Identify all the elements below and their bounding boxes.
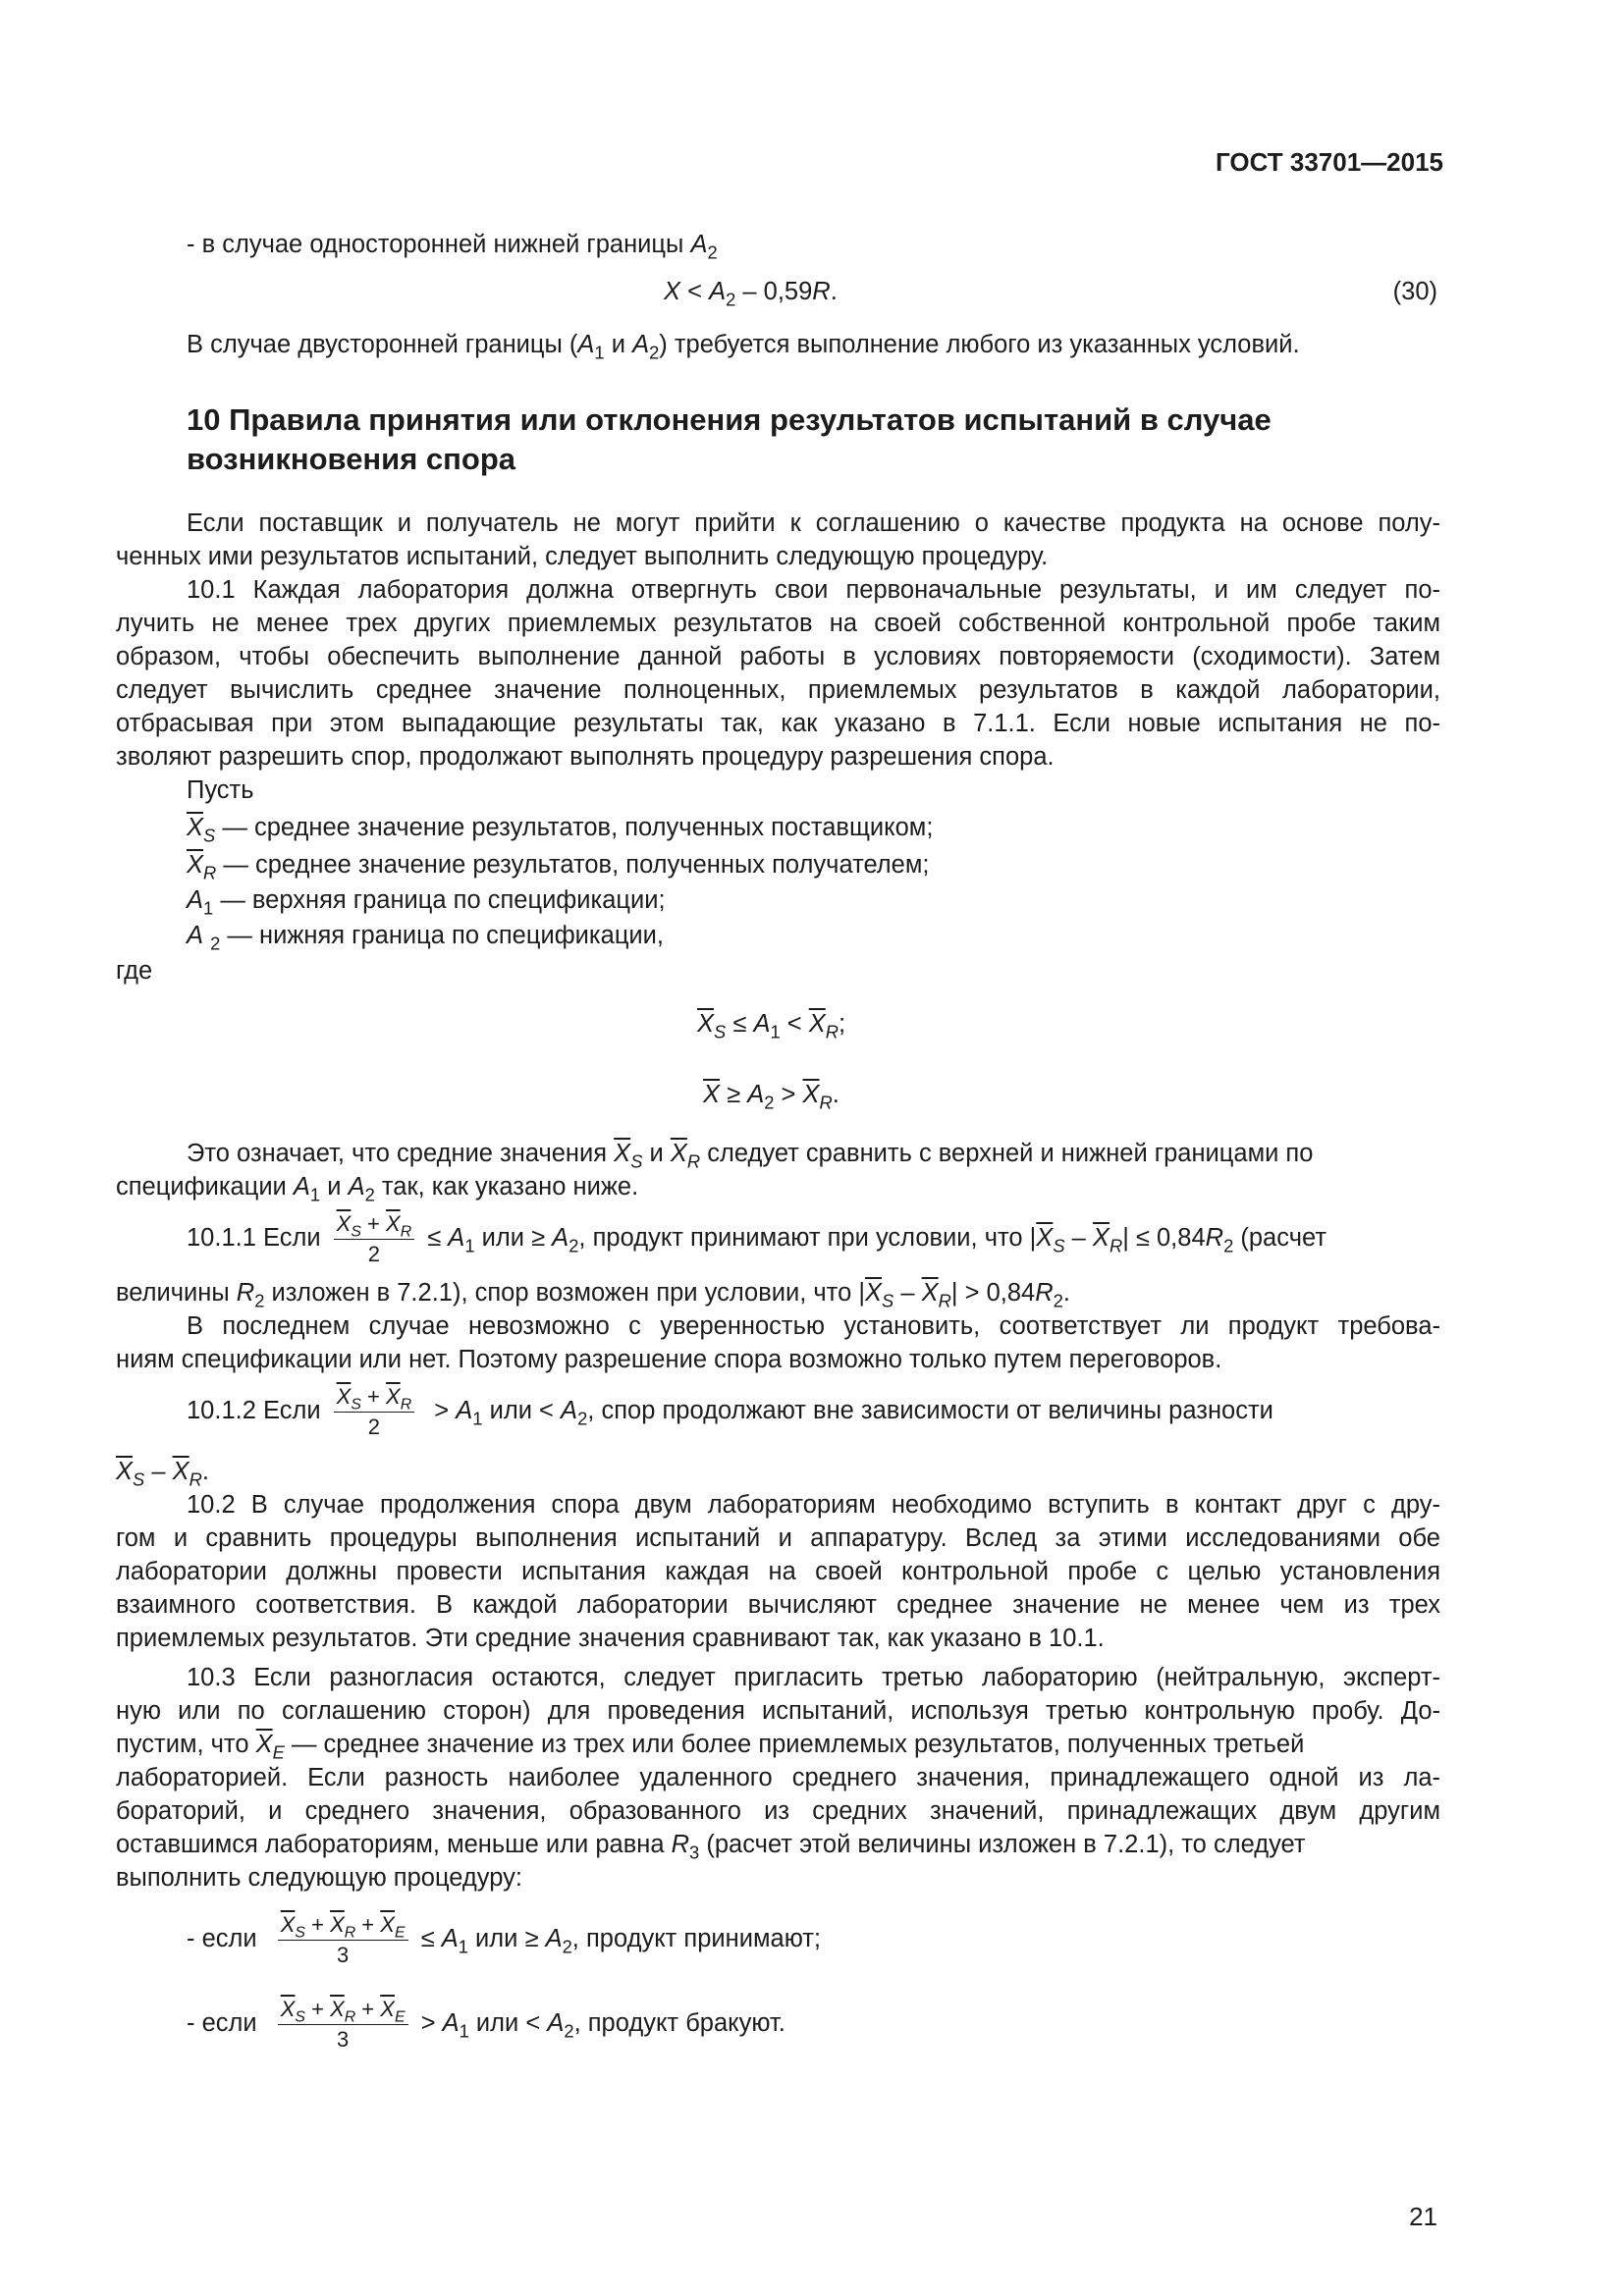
paragraph-line: пустим, что $\overline{X}_E$ — среднее значение из трех или более приемлемых результатов, полученных третьей (116, 1731, 1305, 1763)
definition-xs: $\overline{X}_S$ — среднее значение результатов, полученных поставщиком; (187, 814, 934, 846)
difference-expression: $\overline{X}_S - \overline{X}_R$. (116, 1458, 209, 1490)
paragraph-line: образом, чтобы обеспечить выполнение данной работы в условиях повторяемости (сходимости). Затем (116, 643, 1440, 670)
section-title: возникновения спора (187, 442, 515, 476)
fraction-mean-2: $\frac{\overline{X}_S + \overline{X}_R}{2}$ (334, 1213, 414, 1265)
reject-rule: - если $\frac{\overline{X}_S + \overline{X}_R + \overline{X}_E}{3}$ > $A_1$ или < $A_2$, продукт бракуют. (187, 1997, 785, 2052)
text-line: - в случае односторонней нижней границы $A_2$ (187, 231, 718, 263)
paragraph-line: спецификации $A_1$ и $A_2$ так, как указано ниже. (116, 1173, 639, 1205)
paragraph-line: взаимного соответствия. В каждой лаборатории вычисляют среднее значение не менее чем из трех (116, 1591, 1440, 1619)
definition-xr: $\overline{X}_R$ — среднее значение результатов, полученных получателем; (187, 851, 930, 883)
paragraph-line: следует вычислить среднее значение полноценных, приемлемых результатов в каждой лаборатории, (116, 676, 1440, 704)
condition-1: $\overline{X}_S \le A_1 < \overline{X}_R$; (697, 1010, 846, 1042)
paragraph-line: лучить не менее трех других приемлемых результатов на своей собственной контрольной пробе таким (116, 610, 1440, 637)
fraction-mean-3: $\frac{\overline{X}_S + \overline{X}_R + \overline{X}_E}{3}$ (278, 1999, 408, 2051)
accept-rule: - если $\frac{\overline{X}_S + \overline{X}_R + \overline{X}_E}{3}$ ≤ $A_1$ или ≥ $A_2$, продукт принимают; (187, 1912, 822, 1967)
definition-a1: $A_1$ — верхняя граница по спецификации; (187, 886, 666, 919)
page-number: 21 (1409, 2202, 1437, 2231)
paragraph-line: гом и сравнить процедуры выполнения испытаний и аппаратуру. Вслед за этими исследованиями обе (116, 1524, 1440, 1552)
paragraph-line: Это означает, что средние значения $\overline{X}_S$ и $\overline{X}_R$ следует сравнить с верхней и нижней границами по (187, 1140, 1314, 1172)
paragraph-line: 10.1 Каждая лаборатория должна отвергнуть свои первоначальные результаты, и им следует по- (187, 576, 1440, 604)
text-line: В случае двусторонней границы ($A_1$ и $A_2$) требуется выполнение любого из указанных условий. (187, 331, 1300, 363)
equation-number: (30) (1392, 278, 1437, 305)
definition-a2: A $_2$ — нижняя граница по спецификации, (187, 922, 665, 954)
paragraph-line: Если поставщик и получатель не могут прийти к соглашению о качестве продукта на основе полу- (187, 509, 1440, 537)
text-line: где (116, 957, 153, 985)
paragraph-line: лаборатории должны провести испытания каждая на своей контрольной пробе с целью установления (116, 1558, 1440, 1585)
paragraph-line: приемлемых результатов. Эти средние значения сравнивают так, как указано в 10.1. (116, 1625, 1105, 1652)
paragraph-line: 10.2 В случае продолжения спора двум лабораториям необходимо вступить в контакт друг с дру- (187, 1491, 1440, 1519)
section-title: 10 Правила принятия или отклонения результатов испытаний в случае (187, 402, 1272, 437)
condition-2: $\overline{X} \ge A_2 > \overline{X}_R$. (703, 1081, 839, 1113)
fraction-mean-2: $\frac{\overline{X}_S + \overline{X}_R}{2}$ (334, 1386, 414, 1438)
paragraph-line: оставшимся лабораториям, меньше или равна $R_3$ (расчет этой величины изложен в 7.2.1), то следует (116, 1831, 1306, 1863)
clause-10-1-1: 10.1.1 Если $\frac{\overline{X}_S + \overline{X}_R}{2}$ ≤ $A_1$ или ≥ $A_2$, продукт принимают при условии, что $|\overline{X}_S - \overline{X}_R| \le 0,84R_2$ (расчет (187, 1211, 1326, 1266)
fraction-mean-3: $\frac{\overline{X}_S + \overline{X}_R + \overline{X}_E}{3}$ (278, 1914, 408, 1966)
paragraph-line: 10.3 Если разногласия остаются, следует пригласить третью лабораторию (нейтральную, эксперт- (187, 1664, 1440, 1691)
formula-30: $X < A_2 - 0,59R$. (664, 278, 838, 310)
paragraph-line: ченных ими результатов испытаний, следует выполнить следующую процедуру. (116, 543, 1049, 570)
paragraph-line: отбрасывая при этом выпадающие результаты так, как указано в 7.1.1. Если новые испытания не по- (116, 710, 1440, 737)
paragraph-line: величины $R_2$ изложен в 7.2.1), спор возможен при условии, что $|\overline{X}_S - \overline{X}_R| > 0,84R_2$. (116, 1279, 1070, 1311)
paragraph-line: бораторий, и среднего значения, образованного из средних значений, принадлежащих двум другим (116, 1797, 1440, 1825)
paragraph-line: В последнем случае невозможно с уверенностью установить, соответствует ли продукт требова- (187, 1312, 1440, 1340)
standard-header: ГОСТ 33701—2015 (1216, 147, 1443, 177)
paragraph-line: ную или по соглашению сторон) для проведения испытаний, используя третью контрольную пробу. До- (116, 1697, 1440, 1725)
clause-10-1-2: 10.1.2 Если $\frac{\overline{X}_S + \overline{X}_R}{2}$ > $A_1$ или < $A_2$, спор продолжают вне зависимости от величины разности (187, 1384, 1273, 1439)
text-line: Пусть (187, 776, 254, 804)
paragraph-line: зволяют разрешить спор, продолжают выполнять процедуру разрешения спора. (116, 743, 1055, 771)
paragraph-line: ниям спецификации или нет. Поэтому разрешение спора возможно только путем переговоров. (116, 1346, 1222, 1373)
paragraph-line: лабораторией. Если разность наиболее удаленного среднего значения, принадлежащего одной из ла- (116, 1764, 1440, 1791)
paragraph-line: выполнить следующую процедуру: (116, 1864, 522, 1892)
